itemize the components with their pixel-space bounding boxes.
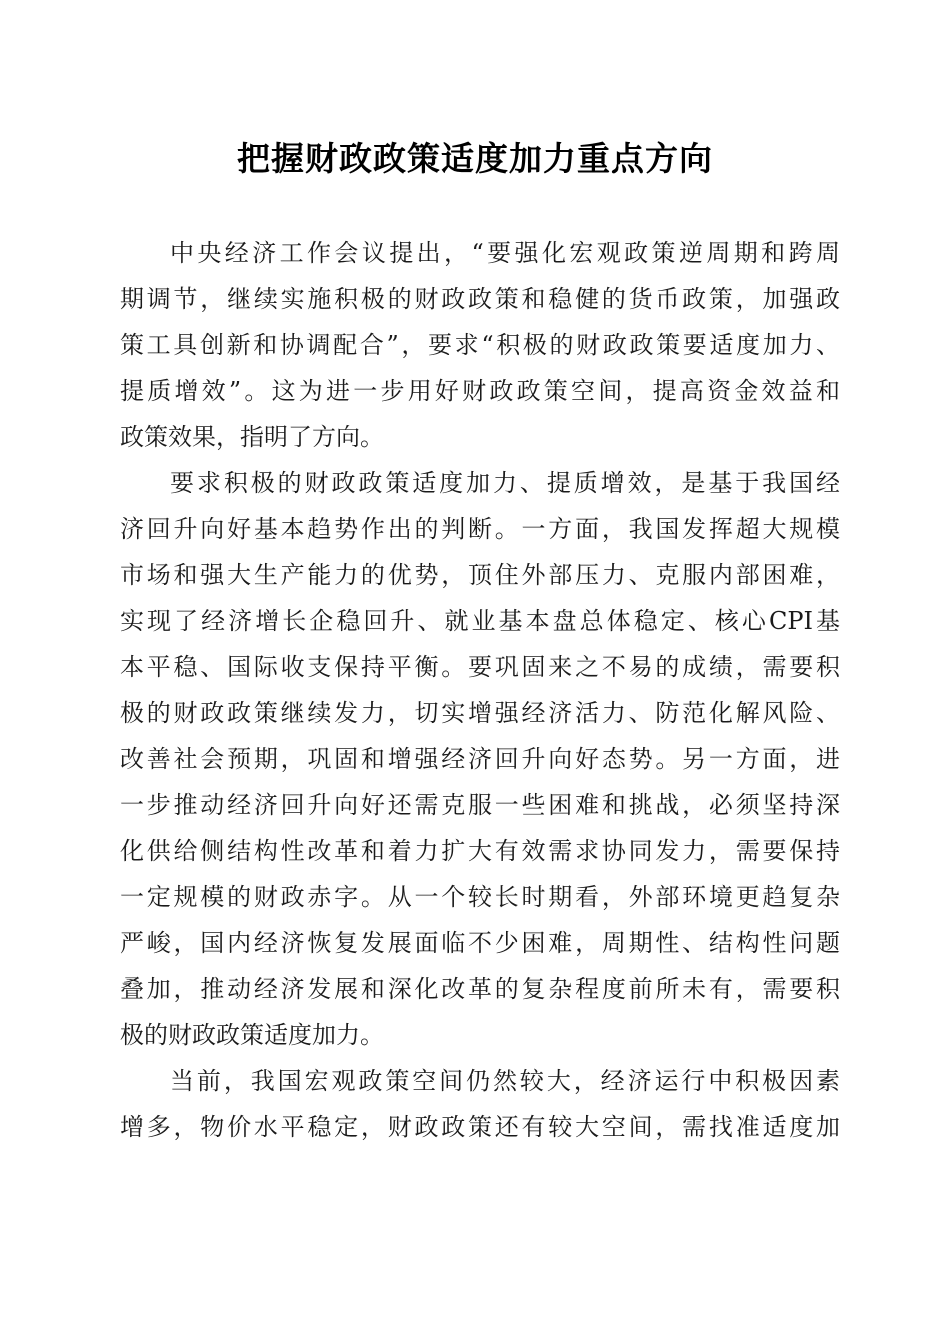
paragraph-line: 极的财政政策继续发力，切实增强经济活力、防范化解风险、: [120, 699, 840, 727]
paragraph-line: 化供给侧结构性改革和着力扩大有效需求协同发力，需要保持: [120, 837, 840, 865]
paragraph-line: 中央经济工作会议提出，“要强化宏观政策逆周期和跨周: [170, 239, 840, 267]
paragraph-line: 改善社会预期，巩固和增强经济回升向好态势。另一方面，进: [120, 745, 840, 773]
document-body: [120, 230, 840, 1150]
paragraph-1: [120, 230, 840, 460]
paragraph-line: 市场和强大生产能力的优势，顶住外部压力、克服内部困难，: [120, 561, 840, 589]
paragraph-line: 提质增效”。这为进一步用好财政政策空间，提高资金效益和: [120, 377, 840, 405]
paragraph-line: 期调节，继续实施积极的财政政策和稳健的货币政策，加强政: [120, 285, 840, 313]
paragraph-3: [120, 1058, 840, 1150]
paragraph-line: 严峻，国内经济恢复发展面临不少困难，周期性、结构性问题: [120, 929, 840, 957]
paragraph-2: [120, 460, 840, 1058]
paragraph-line: 实现了经济增长企稳回升、就业基本盘总体稳定、核心CPI基: [120, 607, 840, 635]
paragraph-line: 济回升向好基本趋势作出的判断。一方面，我国发挥超大规模: [120, 515, 840, 543]
paragraph-line: 一步推动经济回升向好还需克服一些困难和挑战，必须坚持深: [120, 791, 840, 819]
paragraph-line: 本平稳、国际收支保持平衡。要巩固来之不易的成绩，需要积: [120, 653, 840, 681]
document-title: 把握财政政策适度加力重点方向: [237, 139, 713, 178]
paragraph-line: 一定规模的财政赤字。从一个较长时期看，外部环境更趋复杂: [120, 883, 840, 911]
paragraph-line: 政策效果，指明了方向。: [120, 423, 384, 451]
paragraph-line: 策工具创新和协调配合”，要求“积极的财政政策要适度加力、: [120, 331, 840, 359]
paragraph-line: 极的财政政策适度加力。: [120, 1021, 384, 1049]
paragraph-line: 要求积极的财政政策适度加力、提质增效，是基于我国经: [170, 469, 840, 497]
paragraph-line: 当前，我国宏观政策空间仍然较大，经济运行中积极因素: [170, 1067, 840, 1095]
paragraph-line: 叠加，推动经济发展和深化改革的复杂程度前所未有，需要积: [120, 975, 840, 1003]
paragraph-line: 增多，物价水平稳定，财政政策还有较大空间，需找准适度加: [120, 1113, 840, 1141]
